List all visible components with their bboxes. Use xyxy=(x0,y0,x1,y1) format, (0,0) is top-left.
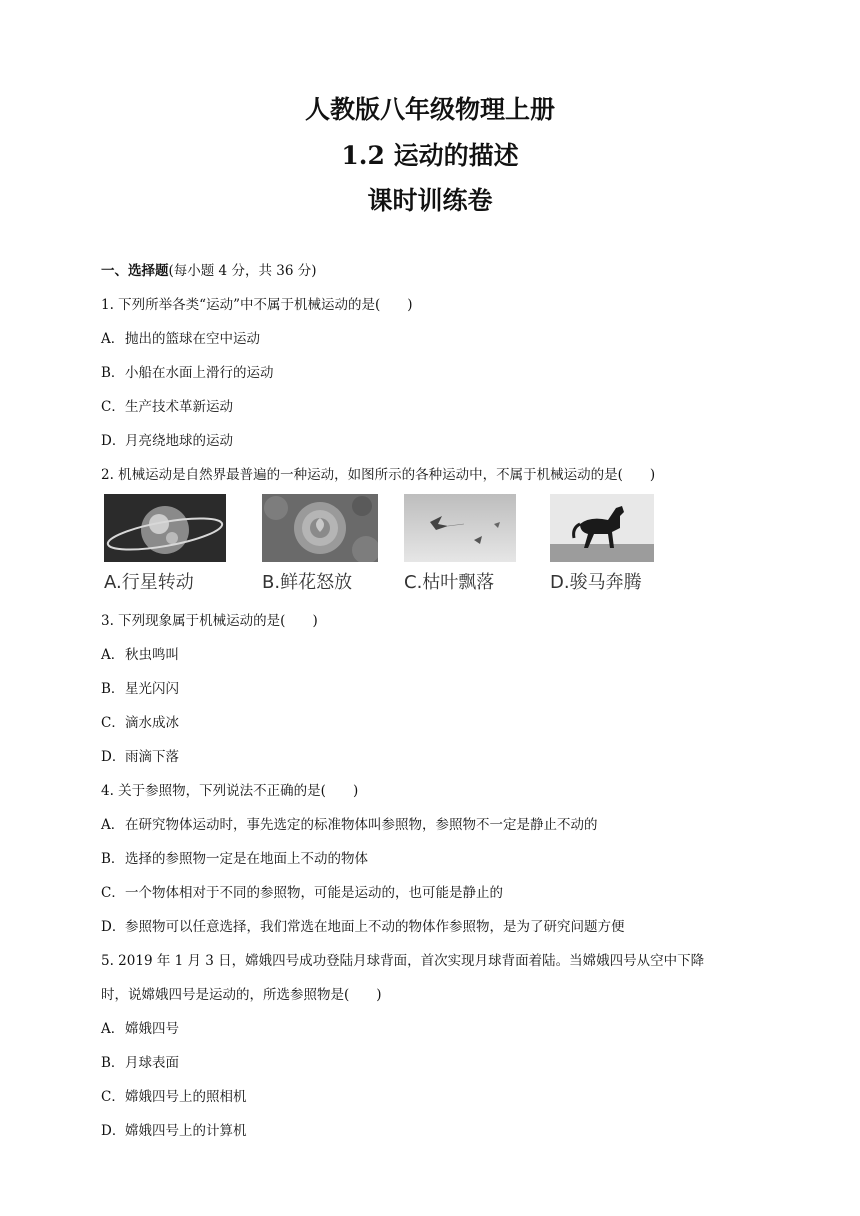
picture-c-caption: C.枯叶飘落 xyxy=(404,572,495,593)
question-3-stem: 3. 下列现象属于机械运动的是( ) xyxy=(101,613,318,629)
option-letter: C． xyxy=(101,1089,125,1105)
option-letter: B． xyxy=(101,1055,125,1071)
option-letter: C． xyxy=(101,399,125,415)
question-5-option-b xyxy=(101,1051,179,1071)
option-letter: A． xyxy=(101,647,125,663)
section-heading xyxy=(101,259,316,279)
question-5-option-d xyxy=(101,1119,247,1139)
question-2-stem: 2. 机械运动是自然界最普遍的一种运动，如图所示的各种运动中，不属于机械运动的是( ) xyxy=(101,467,656,483)
section-label: 一、选择题 xyxy=(101,263,169,279)
question-3-option-c xyxy=(101,711,179,731)
option-letter: B． xyxy=(101,365,125,381)
option-letter: D． xyxy=(101,919,126,935)
planet-ring-image xyxy=(104,494,226,562)
question-2-pictures xyxy=(104,494,664,602)
question-4-stem: 4. 关于参照物，下列说法不正确的是( ) xyxy=(101,783,359,799)
option-text: 月亮绕地球的运动 xyxy=(125,433,233,449)
option-text: 选择的参照物一定是在地面上不动的物体 xyxy=(125,851,368,867)
falling-leaves-image xyxy=(404,494,526,562)
picture-b xyxy=(262,494,384,594)
worksheet-subtitle: 课时训练卷 xyxy=(367,186,493,215)
question-4-option-a xyxy=(101,813,598,833)
picture-d-caption: D.骏马奔腾 xyxy=(550,572,642,593)
option-text: 雨滴下落 xyxy=(125,749,179,765)
question-4-option-b xyxy=(101,847,368,867)
question-3-option-b xyxy=(101,677,179,697)
question-1-option-d xyxy=(101,429,233,449)
option-text: 在研究物体运动时，事先选定的标准物体叫参照物，参照物不一定是静止不动的 xyxy=(125,817,598,833)
question-5-option-c xyxy=(101,1085,247,1105)
option-text: 一个物体相对于不同的参照物，可能是运动的，也可能是静止的 xyxy=(125,885,503,901)
question-3-option-a xyxy=(101,643,179,663)
option-letter: D． xyxy=(101,749,126,765)
picture-b-caption: B.鲜花怒放 xyxy=(262,572,353,593)
option-text: 滴水成冰 xyxy=(125,715,179,731)
question-5-stem-line-1: 5. 2019 年 1 月 3 日，嫦娥四号成功登陆月球背面，首次实现月球背面着陆。当嫦娥四号从空中下降 xyxy=(101,953,705,969)
option-letter: D． xyxy=(101,1123,126,1139)
question-4-option-d xyxy=(101,915,625,935)
question-1-option-b xyxy=(101,361,274,381)
option-text: 嫦娥四号上的计算机 xyxy=(125,1123,247,1139)
question-5-option-a xyxy=(101,1017,179,1037)
option-text: 抛出的篮球在空中运动 xyxy=(125,331,260,347)
question-1-option-c xyxy=(101,395,233,415)
option-letter: B． xyxy=(101,681,125,697)
option-text: 嫦娥四号上的照相机 xyxy=(125,1089,247,1105)
option-letter: A． xyxy=(101,817,125,833)
picture-a xyxy=(104,494,226,594)
picture-c xyxy=(404,494,526,594)
running-horse-image xyxy=(550,494,672,562)
option-letter: A． xyxy=(101,1021,125,1037)
lesson-title: 1.2 运动的描述 xyxy=(341,141,519,170)
option-text: 秋虫鸣叫 xyxy=(125,647,179,663)
question-1-stem: 1. 下列所举各类“运动”中不属于机械运动的是( ) xyxy=(101,297,413,313)
option-letter: B． xyxy=(101,851,125,867)
option-text: 参照物可以任意选择，我们常选在地面上不动的物体作参照物，是为了研究问题方便 xyxy=(125,919,625,935)
question-4-option-c xyxy=(101,881,503,901)
option-text: 生产技术革新运动 xyxy=(125,399,233,415)
picture-d xyxy=(550,494,672,594)
option-text: 小船在水面上滑行的运动 xyxy=(125,365,274,381)
option-letter: A． xyxy=(101,331,125,347)
document-title: 人教版八年级物理上册 xyxy=(304,95,555,124)
option-letter: C． xyxy=(101,885,125,901)
rose-image xyxy=(262,494,384,562)
question-5-stem-line-2: 时，说嫦娥四号是运动的，所选参照物是( ) xyxy=(101,987,382,1003)
option-text: 嫦娥四号 xyxy=(125,1021,179,1037)
option-letter: D． xyxy=(101,433,126,449)
section-note: (每小题 4 分，共 36 分) xyxy=(168,263,317,279)
question-3-option-d xyxy=(101,745,179,765)
question-1-option-a xyxy=(101,327,260,347)
option-letter: C． xyxy=(101,715,125,731)
option-text: 星光闪闪 xyxy=(125,681,179,697)
picture-a-caption: A.行星转动 xyxy=(104,572,194,593)
option-text: 月球表面 xyxy=(125,1055,179,1071)
